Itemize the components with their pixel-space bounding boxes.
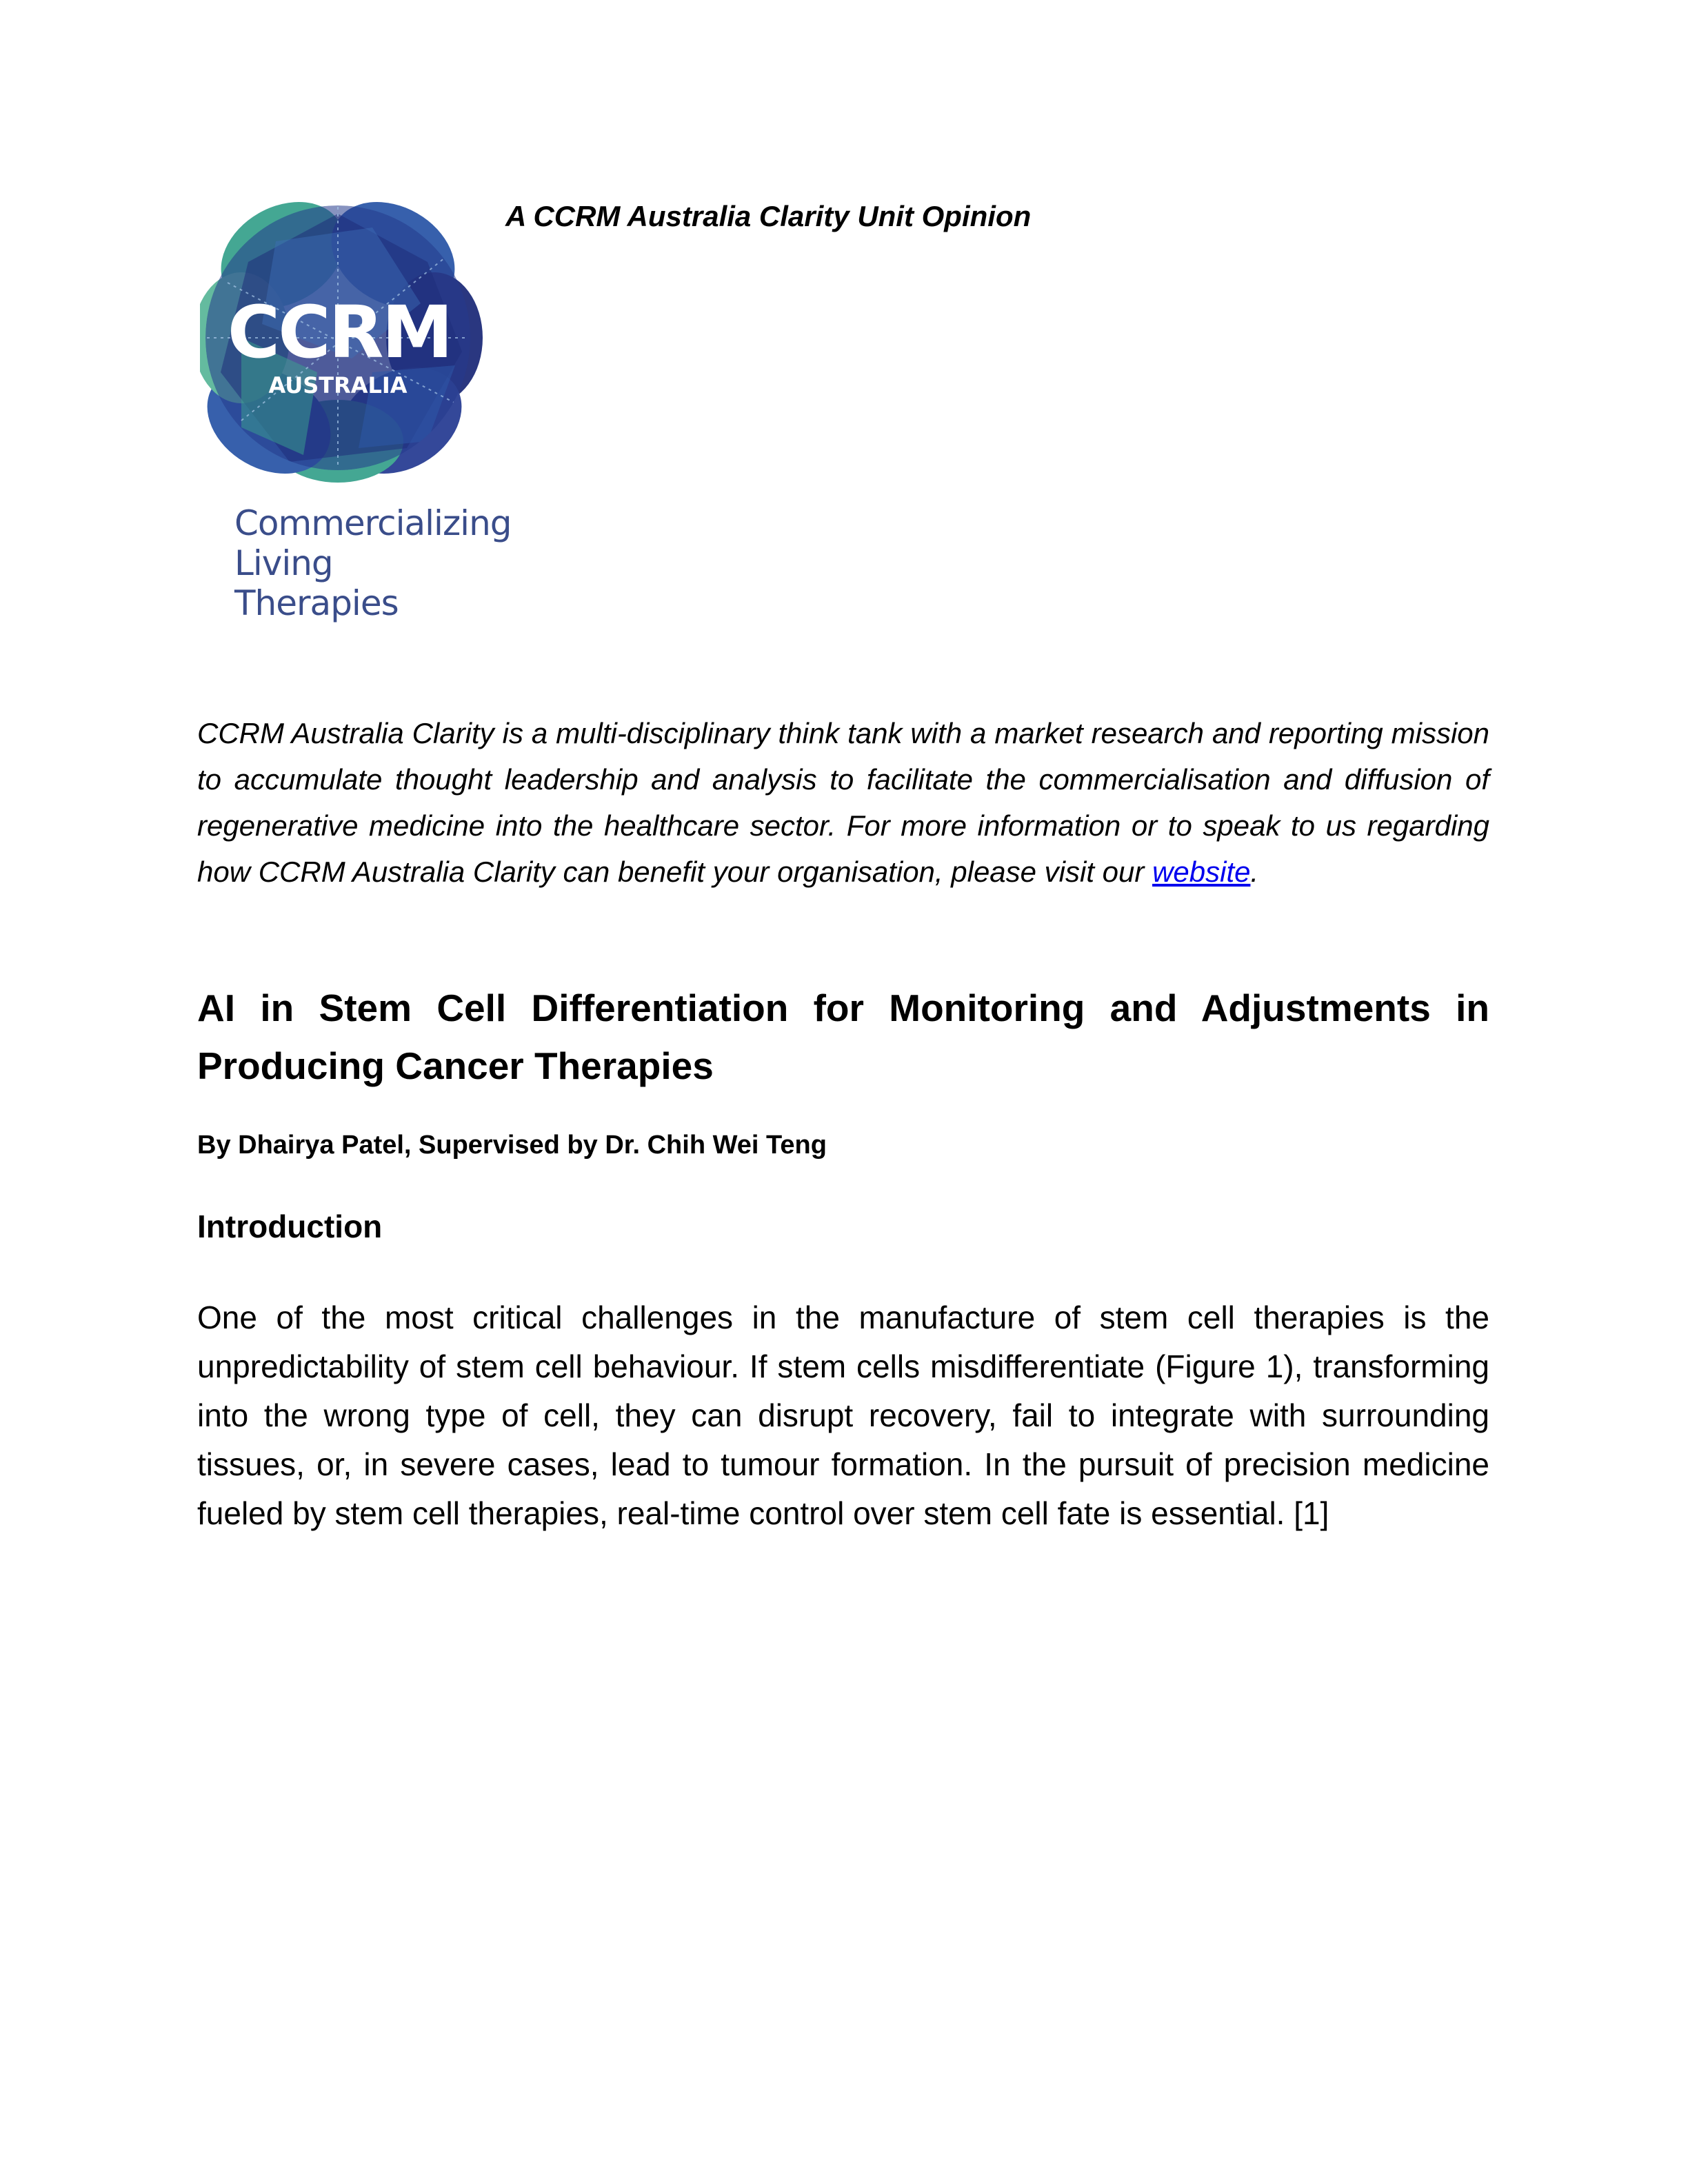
website-link[interactable]: website: [1152, 856, 1251, 888]
opinion-label: A CCRM Australia Clarity Unit Opinion: [505, 200, 1032, 232]
section-heading-introduction: Introduction: [197, 1209, 383, 1244]
body-paragraph: One of the most critical challenges in the manufacture of stem cell therapies is the unpredictability of stem cell behaviour. If stem cells misdifferentiate (Figure 1), transforming into the wrong type of cell, they can disrupt recovery, fail to integrate with surrounding tissues, or, in severe cases, lead to tumour formation. In the pursuit of precision medicine fueled by stem cell therapies, real-time control over stem cell fate is essential. [1]: [197, 1300, 1489, 1531]
logo-tagline-line1: Commercializing: [234, 503, 512, 543]
logo-tagline: [234, 503, 512, 623]
ccrm-logo-emblem-icon: [200, 200, 490, 489]
logo-subtitle: AUSTRALIA: [268, 372, 408, 398]
logo-wordmark: CCRM: [227, 290, 452, 374]
intro-paragraph: [197, 710, 1489, 895]
document-title: AI in Stem Cell Differentiation for Monitoring and Adjustments in Producing Cancer Therapies: [197, 987, 1489, 1087]
byline: By Dhairya Patel, Supervised by Dr. Chih Wei Teng: [197, 1131, 827, 1160]
intro-after-link: .: [1250, 856, 1259, 888]
logo-tagline-line2: Living Therapies: [234, 543, 399, 623]
intro-text: CCRM Australia Clarity is a multi-disciplinary think tank with a market research and reporting mission to accumulate thought leadership and analysis to facilitate the commercialisation and diffusion of regenerative medicine into the healthcare sector. For more information or to speak to us regarding how CCRM Australia Clarity can benefit your organisation, please visit our: [197, 717, 1489, 888]
ccrm-australia-logo: [200, 200, 512, 623]
